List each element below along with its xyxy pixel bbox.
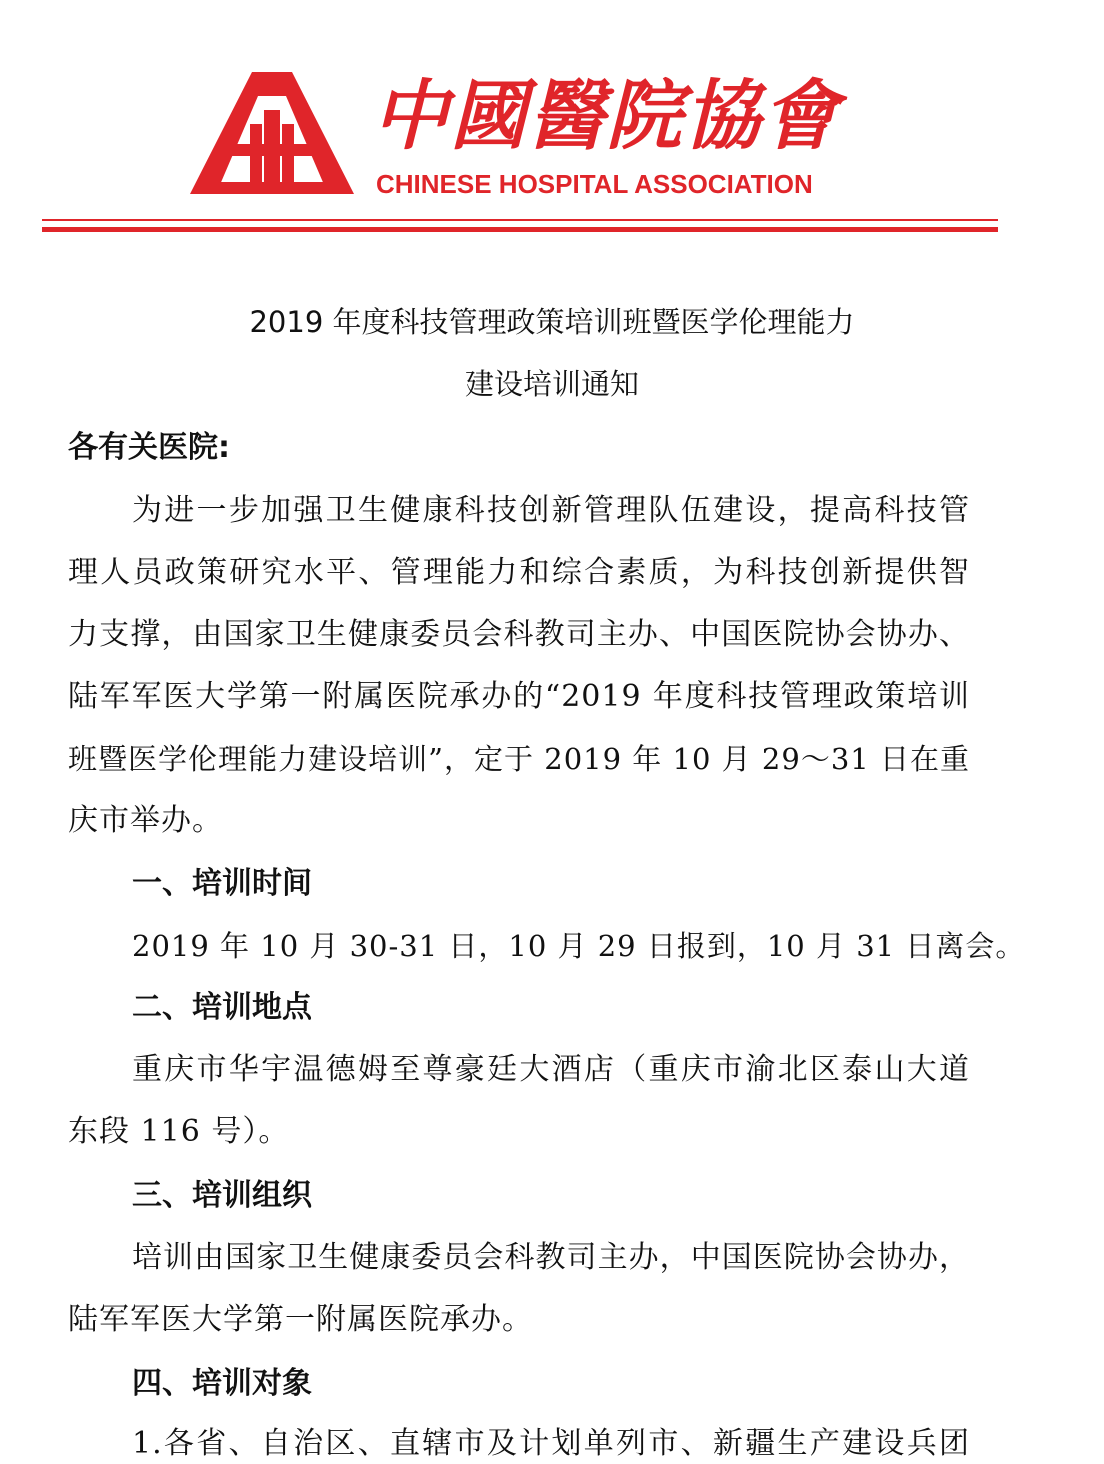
intro-line: 庆市举办。: [68, 803, 223, 838]
document-title-line-1: 2019 年度科技管理政策培训班暨医学伦理能力: [249, 305, 855, 339]
salutation: 各有关医院:: [68, 430, 230, 465]
org-name-english: CHINESE HOSPITAL ASSOCIATION: [376, 169, 813, 199]
section-line: 重庆市华宇温德姆至尊豪廷大酒店（重庆市渝北区泰山大道: [132, 1052, 970, 1087]
org-name-chinese: 中國醫院協會: [372, 71, 840, 160]
document-title-line-2: 建设培训通知: [464, 367, 639, 401]
letterhead: [0, 0, 1104, 240]
section-line: 培训由国家卫生健康委员会科教司主办，中国医院协会协办，: [132, 1240, 970, 1275]
section-heading: 二、培训地点: [132, 990, 312, 1025]
section-line: 2019 年 10 月 30-31 日，10 月 29 日报到，10 月 31 日离会。: [132, 929, 1026, 963]
intro-line: 理人员政策研究水平、管理能力和综合素质，为科技创新提供智: [68, 555, 970, 590]
section-line: 东段 116 号）。: [68, 1114, 290, 1149]
intro-line: 陆军军医大学第一附属医院承办的“2019 年度科技管理政策培训: [68, 679, 970, 714]
header-rule-thin: [42, 219, 998, 221]
section-heading: 四、培训对象: [132, 1366, 312, 1401]
cha-logo-icon: [190, 72, 354, 194]
section-line: 1.各省、自治区、直辖市及计划单列市、新疆生产建设兵团: [132, 1426, 970, 1461]
header-rule-thick: [42, 227, 998, 232]
intro-line: 为进一步加强卫生健康科技创新管理队伍建设，提高科技管: [132, 493, 970, 528]
intro-line: 力支撑，由国家卫生健康委员会科教司主办、中国医院协会协办、: [68, 617, 970, 652]
intro-line: 班暨医学伦理能力建设培训”，定于 2019 年 10 月 29～31 日在重: [68, 742, 970, 776]
section-heading: 三、培训组织: [132, 1178, 312, 1213]
section-line: 陆军军医大学第一附属医院承办。: [68, 1302, 533, 1337]
section-heading: 一、培训时间: [132, 866, 312, 901]
